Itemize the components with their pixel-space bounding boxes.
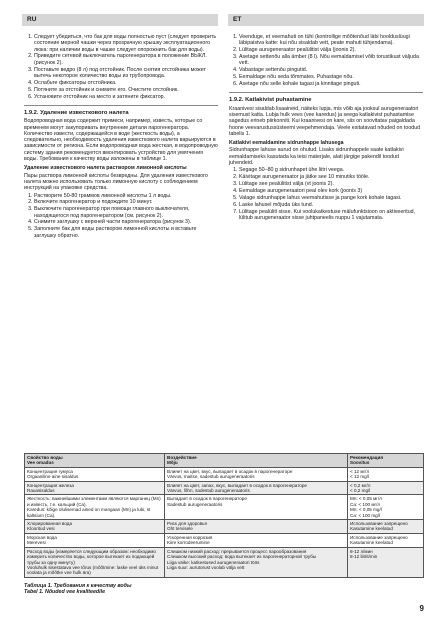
step-item: 3. Asetage settenõu alla ämber (8 l). Nõu eemaldamisel võib torustikust väljuda vett. (239, 54, 423, 67)
table-cell: Риск для здоровья Oht tervisele (165, 520, 348, 534)
table-cell: Влияет на цвет, вкус, выпадает в осадок в парогенераторе Värvus, maitse, sadestub aurugeneraatoris (165, 467, 348, 481)
step-item: 2. Lülitage aurugeneraator pealülitist välja (joonis 2). (239, 47, 423, 53)
table-cell: Концентрация гумуса Orgaaniline aine sisaldus (25, 467, 165, 481)
table-cell: Ускоренная коррозия Kiire korrodeerumine (165, 533, 348, 547)
step-item: 5. Потяните за отстойник и снимите его. Очистите отстойник. (34, 87, 218, 93)
descale-step: 5. Заполните бак для воды раствором лимонной кислоты и вставьте заглушку обратно. (34, 226, 218, 239)
step-item: 4. Vabastage settenõu pingutid. (239, 67, 423, 73)
column-et (229, 34, 423, 222)
step-list-et (229, 34, 423, 87)
subsection-title: Удаление известкового налета раствором лимонной кислоты (24, 165, 187, 172)
caption-et: Tabel 1. Nõuded vee kvaliteedile (24, 589, 106, 596)
descale-step: 5. Valage sidrunhappe lahus veemahutisse ja pange kork kohale tagasi. (239, 195, 423, 201)
descale-list-et (229, 167, 423, 221)
table-cell: < 12 мг/л < 12 mg/l (348, 467, 424, 481)
descale-step: 2. Käivitage aurugeneraator ja jätke see 10 minutiks tööle. (239, 174, 423, 180)
caption-ru: Таблица 1. Требования к качеству воды (24, 583, 132, 589)
language-tab-ru: RU (22, 14, 218, 26)
step-list-ru (24, 34, 218, 100)
page-number: 9 (419, 604, 424, 613)
step-item: 5. Eemaldage nõu seda tõmmates. Puhastage nõu. (239, 74, 423, 80)
table-cell: Выпадает в осадок в парогенераторе Sadestub aurugeneraatoris (165, 495, 348, 520)
table-cell: Слишком низкий расход: прерывается процесс парообразования Слишком высокий расход: вода вытекает из парогенераторной трубы Liiga väike: katkestused aurugeneraatori töös Liiga suur: aurutorust voolab välja vett (165, 547, 348, 577)
header-effect: Воздействие Mõju (165, 454, 348, 468)
table-cell: Расход воды (измеряется следующим образом: необходимо измерить количество воды, которое вытекает из подающей трубы за одну минуту) Vooluhulk sisestatava vee tõrus (mõõtmine: laske veel üks minut voolata ja mõõtke vee hulk ära) (25, 547, 165, 577)
step-item: 3. Поставьте ведро (8 л) под отстойник. После снятия отстойника может вытечь некоторое количество воды из трубопровода. (34, 67, 218, 80)
divider (24, 105, 218, 106)
descale-step: 1. Segage 50–80 g sidrunhapet ühe liitri veega. (239, 167, 423, 173)
header-property: Свойство воды Vee omadus (25, 454, 165, 468)
descale-list-ru (24, 193, 218, 239)
descale-step: 1. Растворите 50-80 граммов лимонной кислоты 1 л воды. (34, 193, 218, 199)
step-item: 6. Установите отстойник на место и затяните фиксатор. (34, 94, 218, 100)
water-quality-table (24, 453, 424, 578)
descale-step: 3. Lülitage see pealülitist välja (vt joonis 2). (239, 181, 423, 187)
table-header-row (25, 454, 424, 468)
table-row (25, 495, 424, 520)
table-cell: Влияет на цвет, запах, вкус, выпадает в осадок в парогенераторе Värvus, lõhn, sadestub aurugeneraatoris (165, 481, 348, 495)
descale-step: 7. Lülitage pealüliti sisse. Kui voolukatkestuse mälufunktsioon on aktiveeritud, lülitub aurugeneraator sisse juhtpaneelis nuppu 1 vajutamata. (239, 209, 423, 222)
header-recommendation: Рекомендация Soovitus (348, 454, 424, 468)
column-ru (24, 34, 218, 240)
language-tab-et: ET (228, 14, 424, 26)
table-row (25, 481, 424, 495)
table-caption (24, 583, 131, 596)
table-cell: 8-12 л/мин 8-12 liitrit/min (348, 547, 424, 577)
table-row (25, 467, 424, 481)
descale-step: 4. Снимите заглушку с верхней части парогенератора (рисунок 3). (34, 219, 218, 225)
subsection-title: Katlakivi eemaldamine sidrunhappe lahusega (229, 140, 344, 147)
table-cell: < 0,2 мг/л < 0,2 mg/l (348, 481, 424, 495)
divider (229, 92, 423, 93)
step-item: 1. Veenduge, et veemahuti on tühi (kontrollige mõõtenõud läbi hoolduslüugi läbipaistva katte: kui nõu sisaldab vett, peate mahuti tühjendama). (239, 34, 423, 47)
step-item: 4. Ослабьте фиксаторы отстойника. (34, 80, 218, 86)
step-item: 1. Следует убедиться, что бак для воды полностью пуст (следует проверить состояние мерной чашки через прозрачную крышку эксплуатационного люка: при наличии воды в чашке следует опорожнить бак для воды). (34, 34, 218, 53)
table-cell: Концентрация железа Rauasisaldus (25, 481, 165, 495)
section-text: Водопроводная вода содержит примеси, например, известь, которые со временем могут закупоривать внутренние детали парогенератора. Количество извести, содержащейся в воде (жесткость воды), а следовательно, необходимость удаления известкового налета варьируются в зависимости от региона. Если водопроводная вода жесткая, в водопроводную систему здания рекомендуется вмонтировать устройство для умягчения воды. Требования к качеству воды изложены в таблице 1. (24, 118, 218, 163)
table-cell: Mn: < 0,05 мг/л Ca: < 100 мг/л Mn: < 0,05 mg/l Ca: < 100 mg/l (348, 495, 424, 520)
step-item: 2. Приведите сетевой выключатель парогенератора в положение ВЫКЛ. (рисунок 2). (34, 53, 218, 66)
subsection-text: Пары раствора лимонной кислоты безвредны. Для удаления известкового налета можно использовать только лимонную кислоту с соблюдением инструкций на упаковке средства. (24, 172, 208, 192)
table-cell: Хлорированная вода Klooritud vesi (25, 520, 165, 534)
section-title: 1.9.2. Katlakivist puhastamine (229, 97, 312, 104)
step-item: 6. Asetage nõu selle kohale tagasi ja kinnitage pinguti. (239, 81, 423, 87)
table-row (25, 533, 424, 547)
descale-step: 6. Laske lahusel mõjuda üks tund. (239, 202, 423, 208)
subsection-text: Sidrunhappe lahuse aurud on ohutud. Lisaks sidrunhappele saate katlakivi eemaldamiseks kasutada ka teisi materjale, alati järgige pakendil toodud juhendeid. (229, 147, 404, 167)
table-cell: Морская вода Merevesi (25, 533, 165, 547)
descale-step: 4. Eemaldage aurugeneraatori peal olev kork (joonis 3) (239, 188, 423, 194)
table-cell: Использование запрещено Kasutamine keelatud (348, 520, 424, 534)
table-row (25, 520, 424, 534)
descale-step: 3. Выключите парогенератор при помощи главного выключателя, находящегося под парогенератором (см. рисунок 2). (34, 206, 218, 219)
section-title: 1.9.2. Удаление известкового налета (24, 109, 129, 116)
section-text: Kraanivesi sisaldab lisaaineid, näiteks lupja, mis võib aja jooksul aurugeneraatori sisemust katta. Lubja hulk vees (vee karedus) ja seega katlakivist puhastamise sagedus erineb piirkonniti. Kui kraanivesi on kare, siis on soovitatav paigaldada hoone veevarustussüsteemi veepehmendaja. Veele esitatavad nõuded on toodud tabelis 1. (229, 105, 421, 137)
table-cell: Жесткость: важнейшими элементами являются марганец (Mn) и известь, т.е. кальций (Ca). Karedus: kõige olulisemad ained on mangaan (Mn) ja lubi, st kaltsium (Ca). (25, 495, 165, 520)
descale-step: 2. Включите парогенератор и подождите 10 минут. (34, 199, 218, 205)
table-row (25, 547, 424, 577)
table-cell: Использование запрещено Kasutamine keelatud (348, 533, 424, 547)
